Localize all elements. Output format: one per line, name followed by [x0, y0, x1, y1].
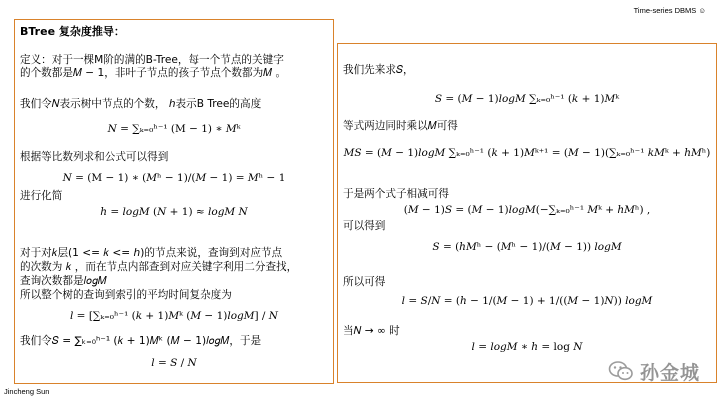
layer-line-2: 的次数为 𝑘 ，而在节点内部查到对应关键字利用二分查找， [20, 261, 298, 273]
therefore-line: 所以可得 [343, 276, 386, 288]
course-title: Time-series DBMS ☺ [633, 6, 706, 15]
formula-difference: (𝑀 − 1)𝑆 = (𝑀 − 1)𝑙𝑜𝑔𝑀(−∑ₖ₌₀ʰ⁻¹ 𝑀ᵏ + ℎ𝑀ʰ) , [403, 204, 651, 216]
formula-l: 𝑙 = [∑ₖ₌₀ʰ⁻¹ (𝑘 + 1)𝑀ᵏ (𝑀 − 1)𝑙𝑜𝑔𝑀] / 𝑁 [69, 310, 278, 322]
layer-line-3: 查询次数都是𝑙𝑜𝑔𝑀 [20, 275, 107, 287]
compute-s-line: 我们先来求𝑆， [343, 64, 414, 76]
result-line: 可以得到 [343, 220, 386, 232]
formula-height: ℎ = 𝑙𝑜𝑔𝑀 (𝑁 + 1) ≈ 𝑙𝑜𝑔𝑀 𝑁 [100, 206, 248, 218]
watermark-text: 孙金城 [640, 361, 701, 384]
let-s-line: 我们令𝑆 = ∑ₖ₌₀ʰ⁻¹ (𝑘 + 1)𝑀ᵏ (𝑀 − 1)𝑙𝑜𝑔𝑀，于是 [20, 335, 262, 347]
definition-line-1: 定义：对于一棵M阶的满的B-Tree，每一个节点的关键字 [20, 54, 284, 66]
formula-s: 𝑆 = (𝑀 − 1)𝑙𝑜𝑔𝑀 ∑ₖ₌₀ʰ⁻¹ (𝑘 + 1)𝑀ᵏ [434, 93, 620, 105]
average-complexity-line: 所以整个树的查询到索引的平均时间复杂度为 [20, 289, 232, 301]
let-n-line: 我们令𝑁表示树中节点的个数， ℎ表示B Tree的高度 [20, 98, 262, 110]
wechat-icon [608, 360, 634, 382]
panel-title: BTree 复杂度推导： [20, 25, 125, 38]
limit-line: 当𝑁 → ∞ 时 [343, 325, 400, 337]
formula-l-result: 𝑙 = 𝑆/𝑁 = (ℎ − 1/(𝑀 − 1) + 1/((𝑀 − 1)𝑁)) 𝑙𝑜𝑔𝑀 [401, 295, 653, 307]
formula-final: 𝑙 = 𝑙𝑜𝑔𝑀 ∗ ℎ = log 𝑁 [471, 341, 583, 353]
right-derivation-panel [337, 43, 717, 383]
layer-line-1: 对于对𝑘层(1 <= 𝑘 <= ℎ)的节点来说，查询到对应节点 [20, 247, 283, 259]
watermark [608, 357, 700, 385]
formula-s-result: 𝑆 = (ℎ𝑀ʰ − (𝑀ʰ − 1)/(𝑀 − 1)) 𝑙𝑜𝑔𝑀 [432, 241, 622, 253]
multiply-line: 等式两边同时乘以𝑀可得 [343, 120, 458, 132]
formula-l-over-s: 𝑙 = 𝑆 / 𝑁 [151, 357, 197, 369]
simplify-line: 进行化简 [20, 190, 63, 202]
formula-n: 𝑁 = ∑ₖ₌₀ʰ⁻¹ (M − 1) ∗ 𝑀ᵏ [107, 123, 241, 135]
formula-geometric: 𝑁 = (M − 1) ∗ (𝑀ʰ − 1)/(𝑀 − 1) = 𝑀ʰ − 1 [62, 172, 286, 184]
left-derivation-panel [14, 19, 334, 384]
author-name: Jincheng Sun [4, 387, 50, 396]
subtract-line: 于是两个式子相减可得 [343, 188, 449, 200]
geometric-sum-line: 根据等比数列求和公式可以得到 [20, 151, 169, 163]
definition-line-2: 的个数都是𝑀 − 1，非叶子节点的孩子节点个数都为𝑀 。 [20, 67, 287, 79]
formula-ms: 𝑀𝑆 = (𝑀 − 1)𝑙𝑜𝑔𝑀 ∑ₖ₌₀ʰ⁻¹ (𝑘 + 1)𝑀ᵏ⁺¹ = (𝑀 − 1)(∑ₖ₌₀ʰ⁻¹ 𝑘𝑀ᵏ + ℎ𝑀ʰ) [343, 147, 711, 159]
